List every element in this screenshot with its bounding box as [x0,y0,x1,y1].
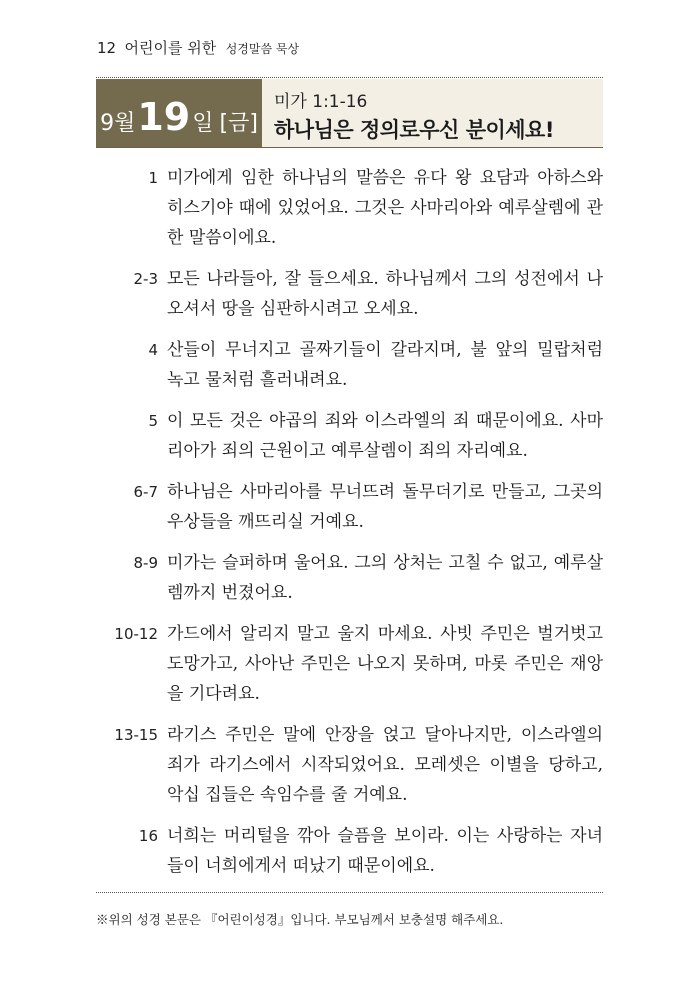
verse-item [96,821,603,881]
verse-text: 미가에게 임한 하나님의 말씀은 유다 왕 요담과 아하스와 히스기야 때에 있었어요. 그것은 사마리아와 예루살렘에 관한 말씀이에요. [167,168,603,248]
running-header [97,37,299,58]
verse-number: 8-9 [133,554,158,572]
page-title: 하나님은 정의로우신 분이세요! [274,118,554,142]
date-day: 19 [137,95,191,139]
date-weekday: [금] [219,111,258,136]
verse-text: 하나님은 사마리아를 무너뜨려 돌무더기로 만들고, 그곳의 우상들을 깨뜨리실 거예요. [167,482,603,532]
verse-item [96,163,603,253]
verse-text: 산들이 무너지고 골짜기들이 갈라지며, 불 앞의 밀랍처럼 녹고 물처럼 흘러내려요. [167,340,603,390]
verse-item [96,477,603,537]
date-month: 9월 [100,111,136,136]
date-badge [96,79,262,147]
verse-text: 미가는 슬퍼하며 울어요. 그의 상처는 고칠 수 없고, 예루살렘까지 번졌어요. [167,553,603,603]
top-divider [96,77,603,78]
scripture-reference: 미가 1:1-16 [274,92,368,112]
verse-item [96,264,603,324]
verse-text: 너희는 머리털을 깎아 슬픔을 보이라. 이는 사랑하는 자녀들이 너희에게서 떠났기 때문이에요. [167,826,603,876]
verse-item [96,406,603,466]
verse-item [96,548,603,608]
verse-text: 라기스 주민은 말에 안장을 얹고 달아나지만, 이스라엘의 죄가 라기스에서 시작되었어요. 모레셋은 이별을 당하고, 악십 집들은 속임수를 줄 거예요. [167,725,603,805]
verse-number: 13-15 [114,726,158,744]
bottom-divider [96,892,603,893]
book-subtitle: 성경말씀 묵상 [225,42,300,56]
verse-item [96,335,603,395]
verse-number: 1 [148,169,158,187]
verse-number: 4 [148,341,158,359]
verse-number: 10-12 [114,625,158,643]
footnote: ※위의 성경 본문은 『어린이성경』입니다. 부모님께서 보충설명 해주세요. [96,912,504,927]
title-text [262,79,554,147]
page-number: 12 [97,39,117,57]
verse-number: 16 [138,827,158,845]
title-box [96,79,603,148]
verse-number: 5 [148,412,158,430]
book-title: 어린이를 위한 [124,39,217,57]
verse-list [96,163,603,892]
verse-number: 6-7 [133,483,158,501]
verse-item [96,619,603,709]
verse-text: 이 모든 것은 야곱의 죄와 이스라엘의 죄 때문이에요. 사마리아가 죄의 근원이고 예루살렘이 죄의 자리예요. [167,411,603,461]
verse-number: 2-3 [133,270,158,288]
verse-item [96,720,603,810]
verse-text: 가드에서 알리지 말고 울지 마세요. 사빗 주민은 벌거벗고 도망가고, 사아난 주민은 나오지 못하며, 마롯 주민은 재앙을 기다려요. [167,624,603,704]
verse-text: 모든 나라들아, 잘 들으세요. 하나님께서 그의 성전에서 나오셔서 땅을 심판하시려고 오세요. [167,269,603,319]
date-day-unit: 일 [192,111,214,136]
